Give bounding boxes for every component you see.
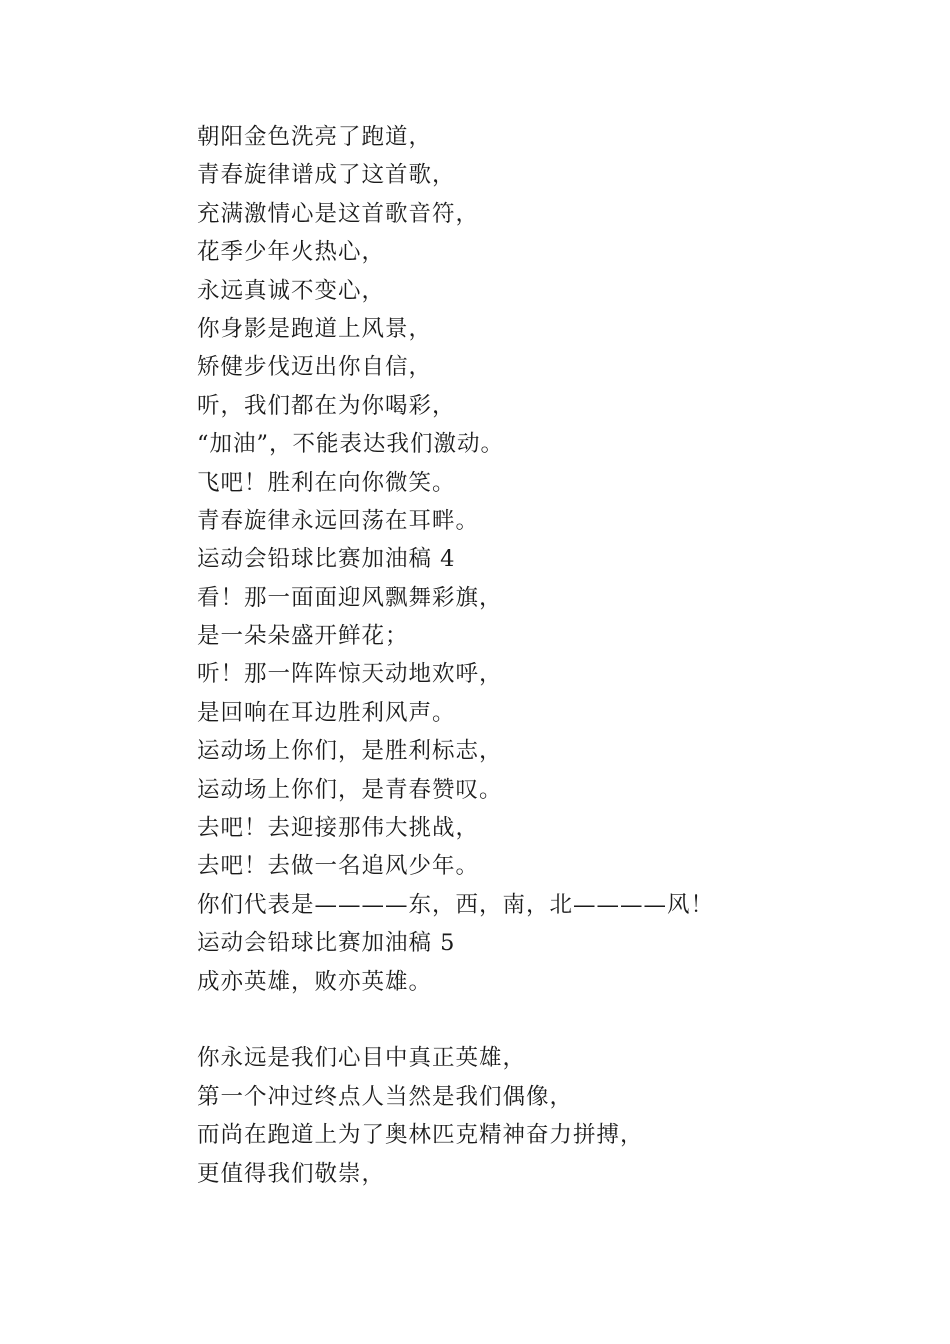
section-heading: 运动会铅球比赛加油稿 5 (197, 930, 456, 957)
text-line: 去吧！去做一名追风少年。 (197, 853, 480, 880)
text-line: 花季少年火热心， (197, 239, 386, 266)
text-line: 你们代表是————东，西，南，北————风！ (197, 891, 715, 918)
text-line: 矫健步伐迈出你自信， (197, 354, 433, 381)
text-line: 成亦英雄，败亦英雄。 (197, 968, 433, 995)
poem-text (197, 118, 897, 1193)
text-line: 是一朵朵盛开鲜花； (197, 623, 409, 650)
text-line: 而尚在跑道上为了奥林匹克精神奋力拼搏， (197, 1122, 644, 1149)
text-line: “加油”，不能表达我们激动。 (197, 431, 505, 458)
text-line: 你身影是跑道上风景， (197, 315, 433, 342)
text-line: 听，我们都在为你喝彩， (197, 392, 456, 419)
text-line: 你永远是我们心目中真正英雄， (197, 1045, 527, 1072)
text-line: 更值得我们敬崇， (197, 1160, 386, 1187)
text-line: 第一个冲过终点人当然是我们偶像， (197, 1083, 574, 1110)
text-line: 永远真诚不变心， (197, 277, 386, 304)
text-line: 去吧！去迎接那伟大挑战， (197, 815, 480, 842)
text-line: 听！那一阵阵惊天动地欢呼， (197, 661, 503, 688)
section-heading: 运动会铅球比赛加油稿 4 (197, 546, 456, 573)
text-line: 充满激情心是这首歌音符， (197, 200, 480, 227)
text-line: 青春旋律谱成了这首歌， (197, 162, 456, 189)
text-line: 看！那一面面迎风飘舞彩旗， (197, 584, 503, 611)
text-line: 青春旋律永远回荡在耳畔。 (197, 507, 480, 534)
text-line: 运动场上你们，是青春赞叹。 (197, 776, 503, 803)
text-line: 运动场上你们，是胜利标志， (197, 738, 503, 765)
blank-line (197, 1001, 897, 1039)
text-line: 飞吧！胜利在向你微笑。 (197, 469, 456, 496)
text-line: 朝阳金色洗亮了跑道， (197, 124, 433, 150)
text-line: 是回响在耳边胜利风声。 (197, 699, 456, 726)
